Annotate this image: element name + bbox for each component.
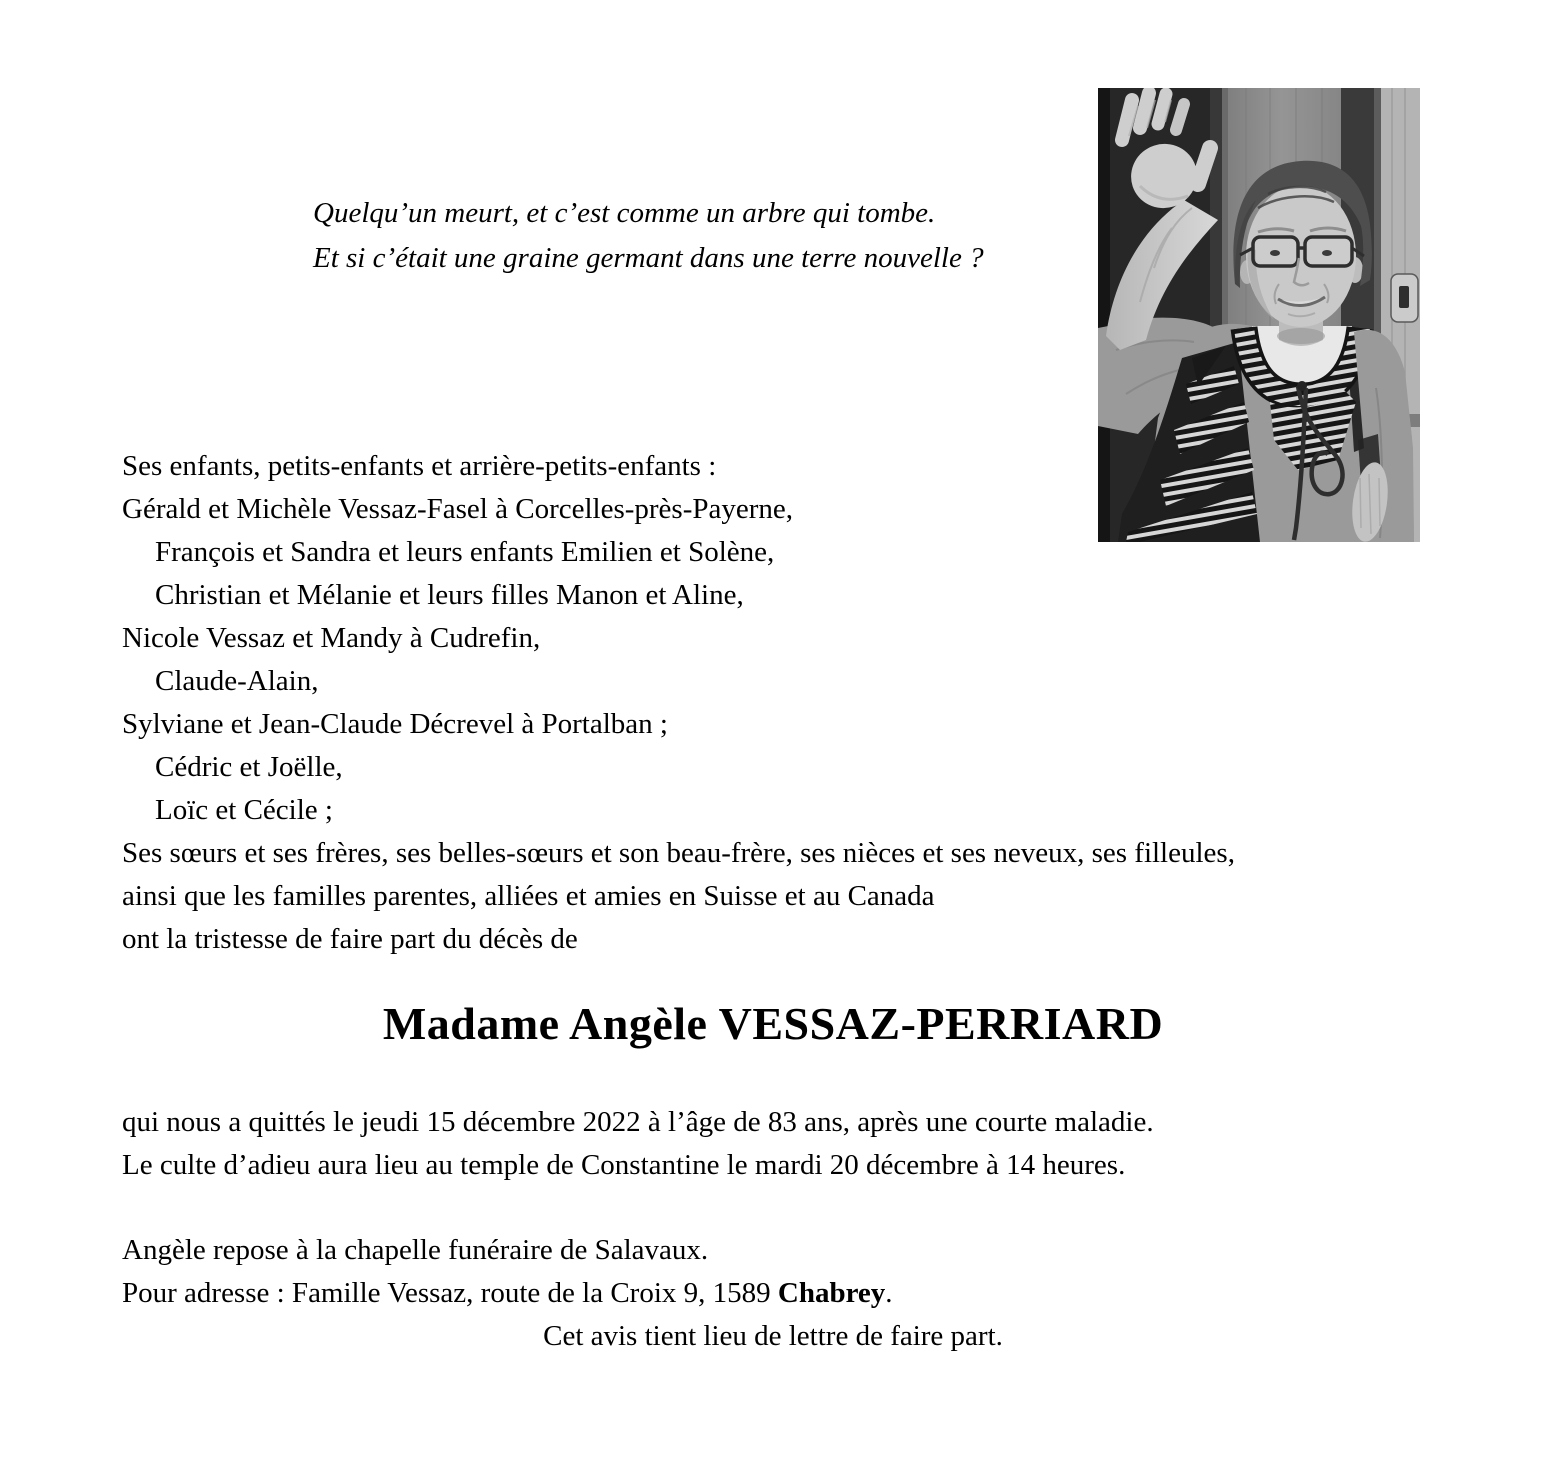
family-line: Sylviane et Jean-Claude Décrevel à Portalban ; xyxy=(122,708,668,740)
deceased-name: Madame Angèle VESSAZ-PERRIARD xyxy=(382,998,1164,1049)
address-prefix: Pour adresse : Famille Vessaz, route de la Croix 9, 1589 xyxy=(122,1277,778,1309)
address-locality: Chabrey xyxy=(777,1277,886,1309)
family-line: Claude-Alain, xyxy=(155,665,319,697)
family-line: ainsi que les familles parentes, alliées et amies en Suisse et au Canada xyxy=(122,880,935,912)
closing-block xyxy=(122,1229,1424,1358)
family-line: Cédric et Joëlle, xyxy=(155,751,343,783)
family-line: Gérald et Michèle Vessaz-Fasel à Corcelles-près-Payerne, xyxy=(122,493,794,525)
family-announcement xyxy=(122,445,1235,961)
family-line: Ses enfants, petits-enfants et arrière-petits-enfants : xyxy=(122,450,717,482)
service-line: Le culte d’adieu aura lieu au temple de Constantine le mardi 20 décembre à 14 heures. xyxy=(122,1149,1126,1181)
eye-left xyxy=(1270,250,1280,256)
doorbell xyxy=(1391,274,1418,322)
death-date-line: qui nous a quittés le jeudi 15 décembre 2022 à l’âge de 83 ans, après une courte maladie. xyxy=(122,1106,1154,1138)
quote-line-2: Et si c’était une graine germant dans une terre nouvelle ? xyxy=(313,242,984,274)
announcement-line: ont la tristesse de faire part du décès de xyxy=(122,923,578,955)
family-line: Christian et Mélanie et leurs filles Manon et Aline, xyxy=(155,579,744,611)
death-details xyxy=(122,1101,1154,1187)
family-line: François et Sandra et leurs enfants Emilien et Solène, xyxy=(155,536,775,568)
family-line: Nicole Vessaz et Mandy à Cudrefin, xyxy=(122,622,541,654)
family-line: Loïc et Cécile ; xyxy=(155,794,333,826)
quote-line-1: Quelqu’un meurt, et c’est comme un arbre qui tombe. xyxy=(313,197,936,229)
address-suffix: . xyxy=(885,1277,893,1309)
address-line xyxy=(122,1272,1424,1315)
repose-line: Angèle repose à la chapelle funéraire de Salavaux. xyxy=(122,1234,709,1266)
epitaph-quote xyxy=(313,191,984,281)
eye-right xyxy=(1322,250,1332,256)
family-line: Ses sœurs et ses frères, ses belles-sœurs et son beau-frère, ses nièces et ses neveux, ses filleules, xyxy=(122,837,1235,869)
notice-line: Cet avis tient lieu de lettre de faire part. xyxy=(543,1320,1003,1352)
